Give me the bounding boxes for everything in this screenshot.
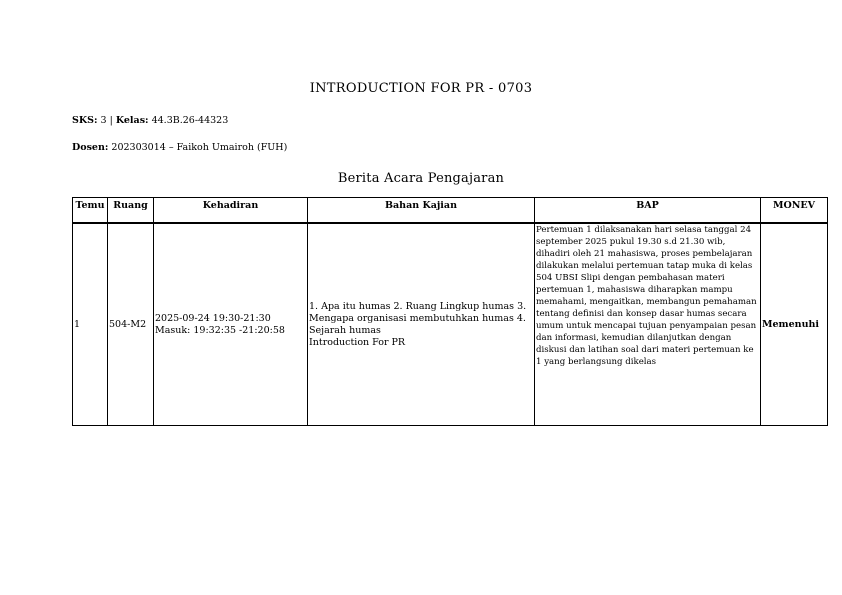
document-title: INTRODUCTION FOR PR - 0703 [309,81,533,96]
header-ruang: Ruang [108,198,154,224]
course-info-line [72,115,228,126]
kehadiran-jadwal: 2025-09-24 19:30-21:30 [155,312,271,324]
sks-label: SKS: [72,115,98,126]
section-title: Berita Acara Pengajaran [337,171,505,186]
cell-temu: 1 [73,223,108,426]
header-monev: MONEV [761,198,828,224]
table-row [73,223,828,426]
dosen-value: 202303014 – Faikoh Umairoh (FUH) [111,142,288,153]
bahan-kajian-judul: Introduction For PR [309,336,406,348]
header-kehadiran: Kehadiran [154,198,308,224]
bap-table [72,197,828,426]
cell-ruang: 504-M2 [108,223,154,426]
kelas-value: 44.3B.26-44323 [151,115,229,126]
cell-bahan-kajian [308,223,535,426]
header-bap: BAP [535,198,761,224]
cell-monev: Memenuhi [761,223,828,426]
cell-kehadiran [154,223,308,426]
header-bahan-kajian: Bahan Kajian [308,198,535,224]
header-temu: Temu [73,198,108,224]
dosen-label: Dosen: [72,142,109,153]
lecturer-info-line [72,142,287,153]
table-header-row [73,198,828,224]
cell-bap: Pertemuan 1 dilaksanakan hari selasa tanggal 24 september 2025 pukul 19.30 s.d 21.30 wib, dihadiri oleh 21 mahasiswa, proses pembelajaran dilakukan melalui pertemuan tatap muka di kelas 504 UBSI Slipi dengan pembahasan materi pertemuan 1, mahasiswa diharapkan mampu memahami, mengaitkan, membangun pemahaman tentang definisi dan konsep dasar humas secara umum untuk mencapai tujuan penyampaian pesan dan informasi, kemudian dilanjutkan dengan diskusi dan latihan soal dari materi pertemuan ke 1 yang berlangsung dikelas [535,223,761,426]
kehadiran-masuk: Masuk: 19:32:35 -21:20:58 [155,324,285,336]
kelas-label: Kelas: [115,115,149,126]
bahan-kajian-list: 1. Apa itu humas 2. Ruang Lingkup humas 3. Mengapa organisasi membutuhkan humas 4. Sejarah humas [309,300,527,336]
sks-value: 3 [100,115,107,126]
separator: | [109,115,113,126]
